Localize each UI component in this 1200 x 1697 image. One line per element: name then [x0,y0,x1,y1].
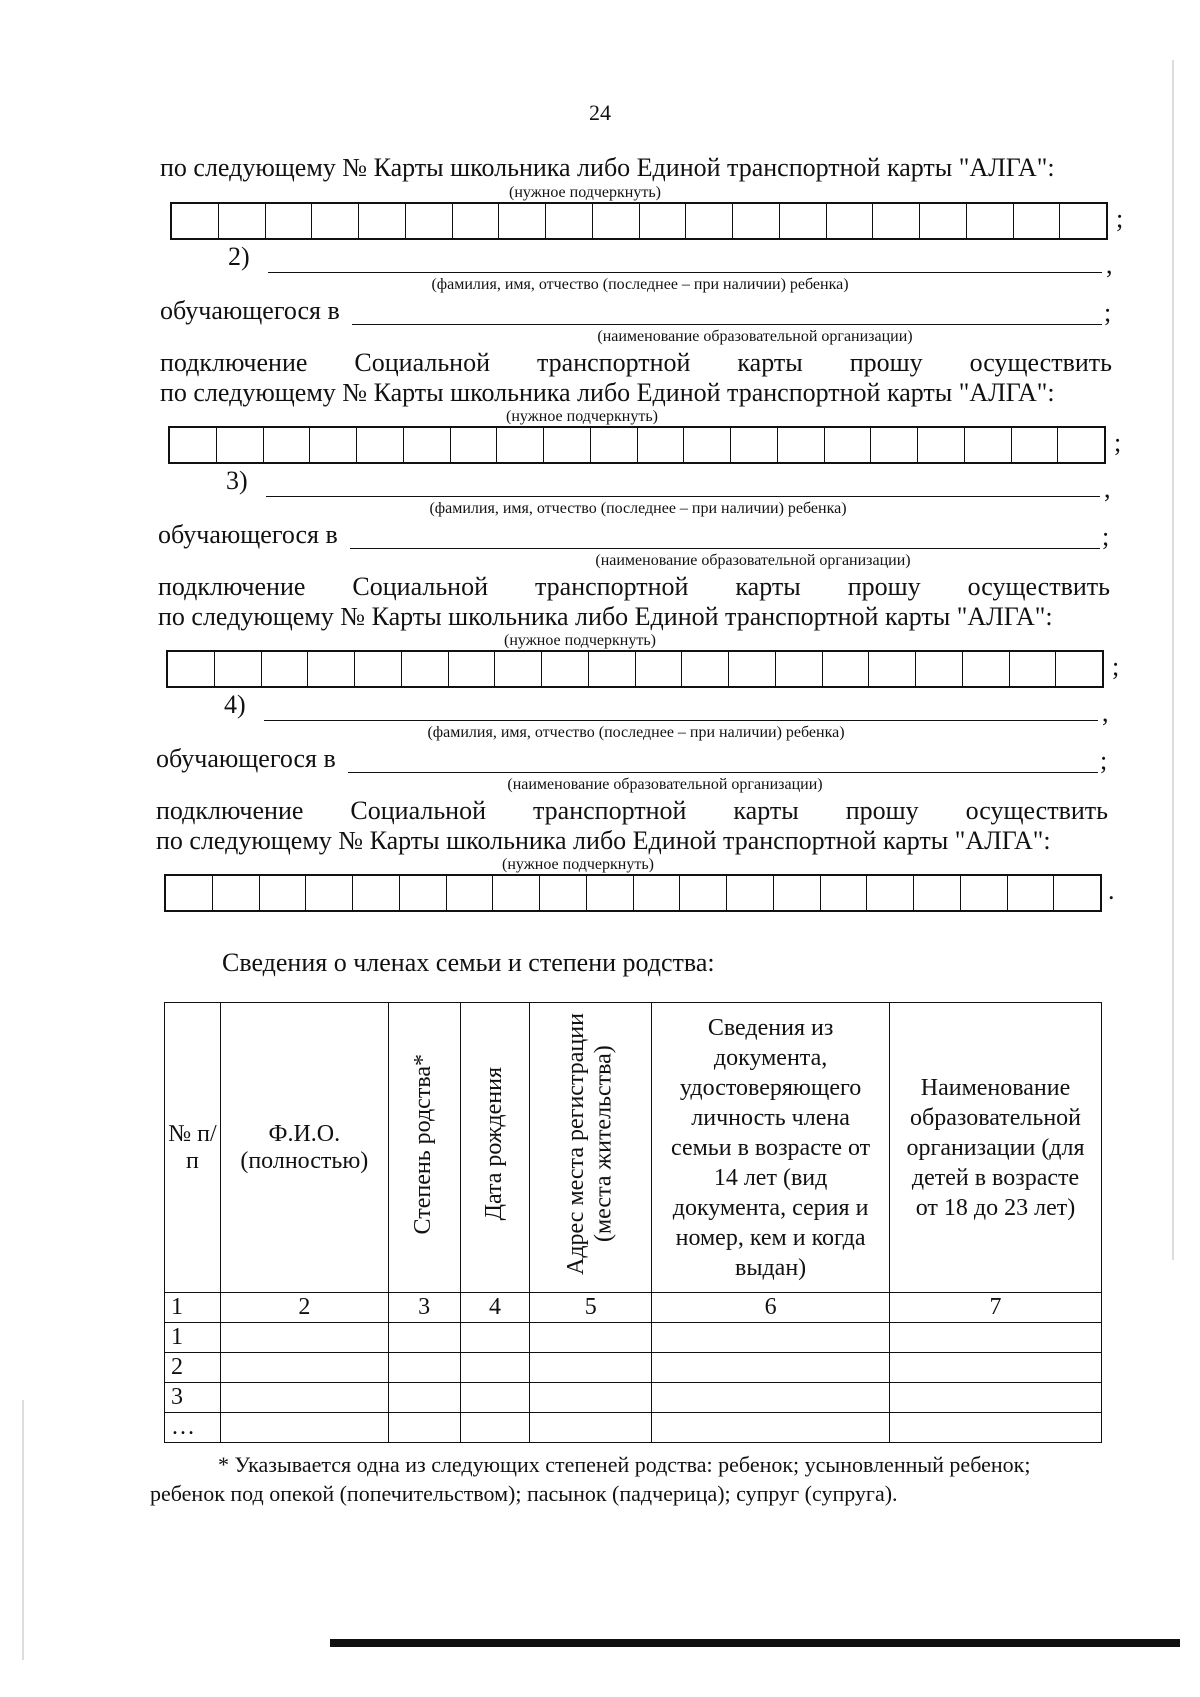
connect-word: транспортной [537,348,691,377]
semicolon-3a: ; [1102,522,1110,551]
table-row[interactable] [165,1383,1102,1413]
header-id-document: Сведения из документа, удостоверяющего личность члена семьи в возрасте от 14 лет (вид документа, серия и номер, кем и когда выдан) [652,1003,890,1293]
connect-word: карты [733,796,799,825]
table-cell[interactable] [530,1383,652,1413]
connect-word: подключение [160,348,308,377]
table-cell[interactable] [460,1353,530,1383]
connect-word: Социальной [352,572,489,601]
connect-line-2 [160,348,1112,378]
org-hint-2: (наименование образовательной организации) [597,328,913,345]
connect-word: осуществить [969,348,1112,377]
table-cell[interactable] [890,1323,1102,1353]
table-cell[interactable] [530,1413,652,1443]
connect-word: осуществить [967,572,1110,601]
table-cell[interactable] [652,1323,890,1353]
table-cell[interactable] [220,1323,388,1353]
fio-field-3[interactable] [266,496,1100,497]
comma-2: , [1106,250,1113,279]
semicolon-2a: ; [1104,298,1112,327]
card-line-4: по следующему № Карты школьника либо Единой транспортной карты "АЛГА": [156,826,1051,855]
row-number: 3 [165,1383,221,1413]
header-kinship: Степень родства* [388,1003,460,1293]
header-education-org: Наименование образовательной организации (для детей в возрасте от 18 до 23 лет) [890,1003,1102,1293]
underline-hint-4: (нужное подчеркнуть) [502,856,654,873]
page-number: 24 [589,100,611,125]
fio-field-2[interactable] [268,272,1102,273]
connect-word: транспортной [535,572,689,601]
table-header-row [165,1003,1102,1293]
connect-word: прошу [847,572,921,601]
family-table [164,1002,1102,1443]
item-number-4: 4) [224,690,246,719]
scan-edge-left [22,1400,24,1660]
card-number-boxes-3[interactable] [166,650,1104,688]
column-number: 3 [388,1293,460,1323]
org-field-3[interactable] [350,548,1100,549]
semicolon-1: ; [1116,204,1124,233]
table-cell[interactable] [652,1353,890,1383]
table-cell[interactable] [530,1323,652,1353]
table-row[interactable] [165,1413,1102,1443]
table-cell[interactable] [460,1383,530,1413]
header-fio: Ф.И.О. (полностью) [220,1003,388,1293]
semicolon-3b: ; [1112,652,1120,681]
table-cell[interactable] [388,1353,460,1383]
connect-line-3 [158,572,1110,602]
footnote-line-2: ребенок под опекой (попечительством); пасынок (падчерица); супруг (супруга). [150,1481,898,1506]
item-number-2: 2) [228,242,250,271]
scan-edge-right [1172,60,1174,1260]
table-cell[interactable] [388,1413,460,1443]
studying-in-4: обучающегося в [156,744,336,773]
connect-word: транспортной [533,796,687,825]
fio-hint-2: (фамилия, имя, отчество (последнее – при наличии) ребенка) [431,276,849,293]
table-cell[interactable] [388,1383,460,1413]
table-cell[interactable] [890,1413,1102,1443]
column-number: 6 [652,1293,890,1323]
footnote-line-1: * Указывается одна из следующих степеней родства: ребенок; усыновленный ребенок; [218,1452,1031,1477]
connect-word: подключение [158,572,306,601]
underline-hint-3: (нужное подчеркнуть) [504,632,656,649]
connect-word: прошу [845,796,919,825]
semicolon-2b: ; [1114,428,1122,457]
section-title: Сведения о членах семьи и степени родства: [222,948,715,977]
row-number: 1 [165,1323,221,1353]
table-cell[interactable] [388,1323,460,1353]
org-field-2[interactable] [352,324,1102,325]
item-number-3: 3) [226,466,248,495]
table-cell[interactable] [460,1323,530,1353]
table-cell[interactable] [460,1413,530,1443]
table-row[interactable] [165,1323,1102,1353]
column-number: 2 [220,1293,388,1323]
card-number-boxes-2[interactable] [168,426,1106,464]
header-birth-date: Дата рождения [460,1003,530,1293]
fio-hint-3: (фамилия, имя, отчество (последнее – при наличии) ребенка) [429,500,847,517]
studying-in-2: обучающегося в [160,296,340,325]
fio-field-4[interactable] [264,720,1098,721]
row-number: 2 [165,1353,221,1383]
column-number: 5 [530,1293,652,1323]
connect-word: Социальной [350,796,487,825]
fio-hint-4: (фамилия, имя, отчество (последнее – при наличии) ребенка) [427,724,845,741]
card-number-boxes-1[interactable] [170,202,1108,240]
connect-word: осуществить [965,796,1108,825]
column-number: 7 [890,1293,1102,1323]
org-field-4[interactable] [348,772,1098,773]
period-4: . [1108,876,1115,905]
card-line-1: по следующему № Карты школьника либо Единой транспортной карты "АЛГА": [160,153,1055,182]
org-hint-4: (наименование образовательной организации) [507,776,823,793]
connect-word: карты [735,572,801,601]
table-cell[interactable] [220,1413,388,1443]
connect-word: Социальной [354,348,491,377]
underline-hint-2: (нужное подчеркнуть) [506,408,658,425]
table-row[interactable] [165,1353,1102,1383]
connect-word: карты [737,348,803,377]
card-number-boxes-4[interactable] [164,874,1102,912]
scan-bottom-bar [330,1639,1180,1647]
card-line-3: по следующему № Карты школьника либо Единой транспортной карты "АЛГА": [158,602,1053,631]
header-address: Адрес места регистрации (места жительства) [530,1003,652,1293]
column-number: 1 [165,1293,221,1323]
header-number: № п/п [165,1003,221,1293]
table-cell[interactable] [652,1383,890,1413]
table-cell[interactable] [530,1353,652,1383]
underline-hint-1: (нужное подчеркнуть) [509,184,661,201]
comma-4: , [1102,698,1109,727]
column-number-row [165,1293,1102,1323]
table-cell[interactable] [220,1353,388,1383]
studying-in-3: обучающегося в [158,520,338,549]
row-number: … [165,1413,221,1443]
org-hint-3: (наименование образовательной организации) [595,552,911,569]
connect-line-4 [156,796,1108,826]
column-number: 4 [460,1293,530,1323]
table-cell[interactable] [652,1413,890,1443]
comma-3: , [1104,474,1111,503]
table-cell[interactable] [890,1383,1102,1413]
semicolon-4a: ; [1100,746,1108,775]
card-line-2: по следующему № Карты школьника либо Единой транспортной карты "АЛГА": [160,378,1055,407]
connect-word: подключение [156,796,304,825]
table-cell[interactable] [890,1353,1102,1383]
connect-word: прошу [849,348,923,377]
table-cell[interactable] [220,1383,388,1413]
